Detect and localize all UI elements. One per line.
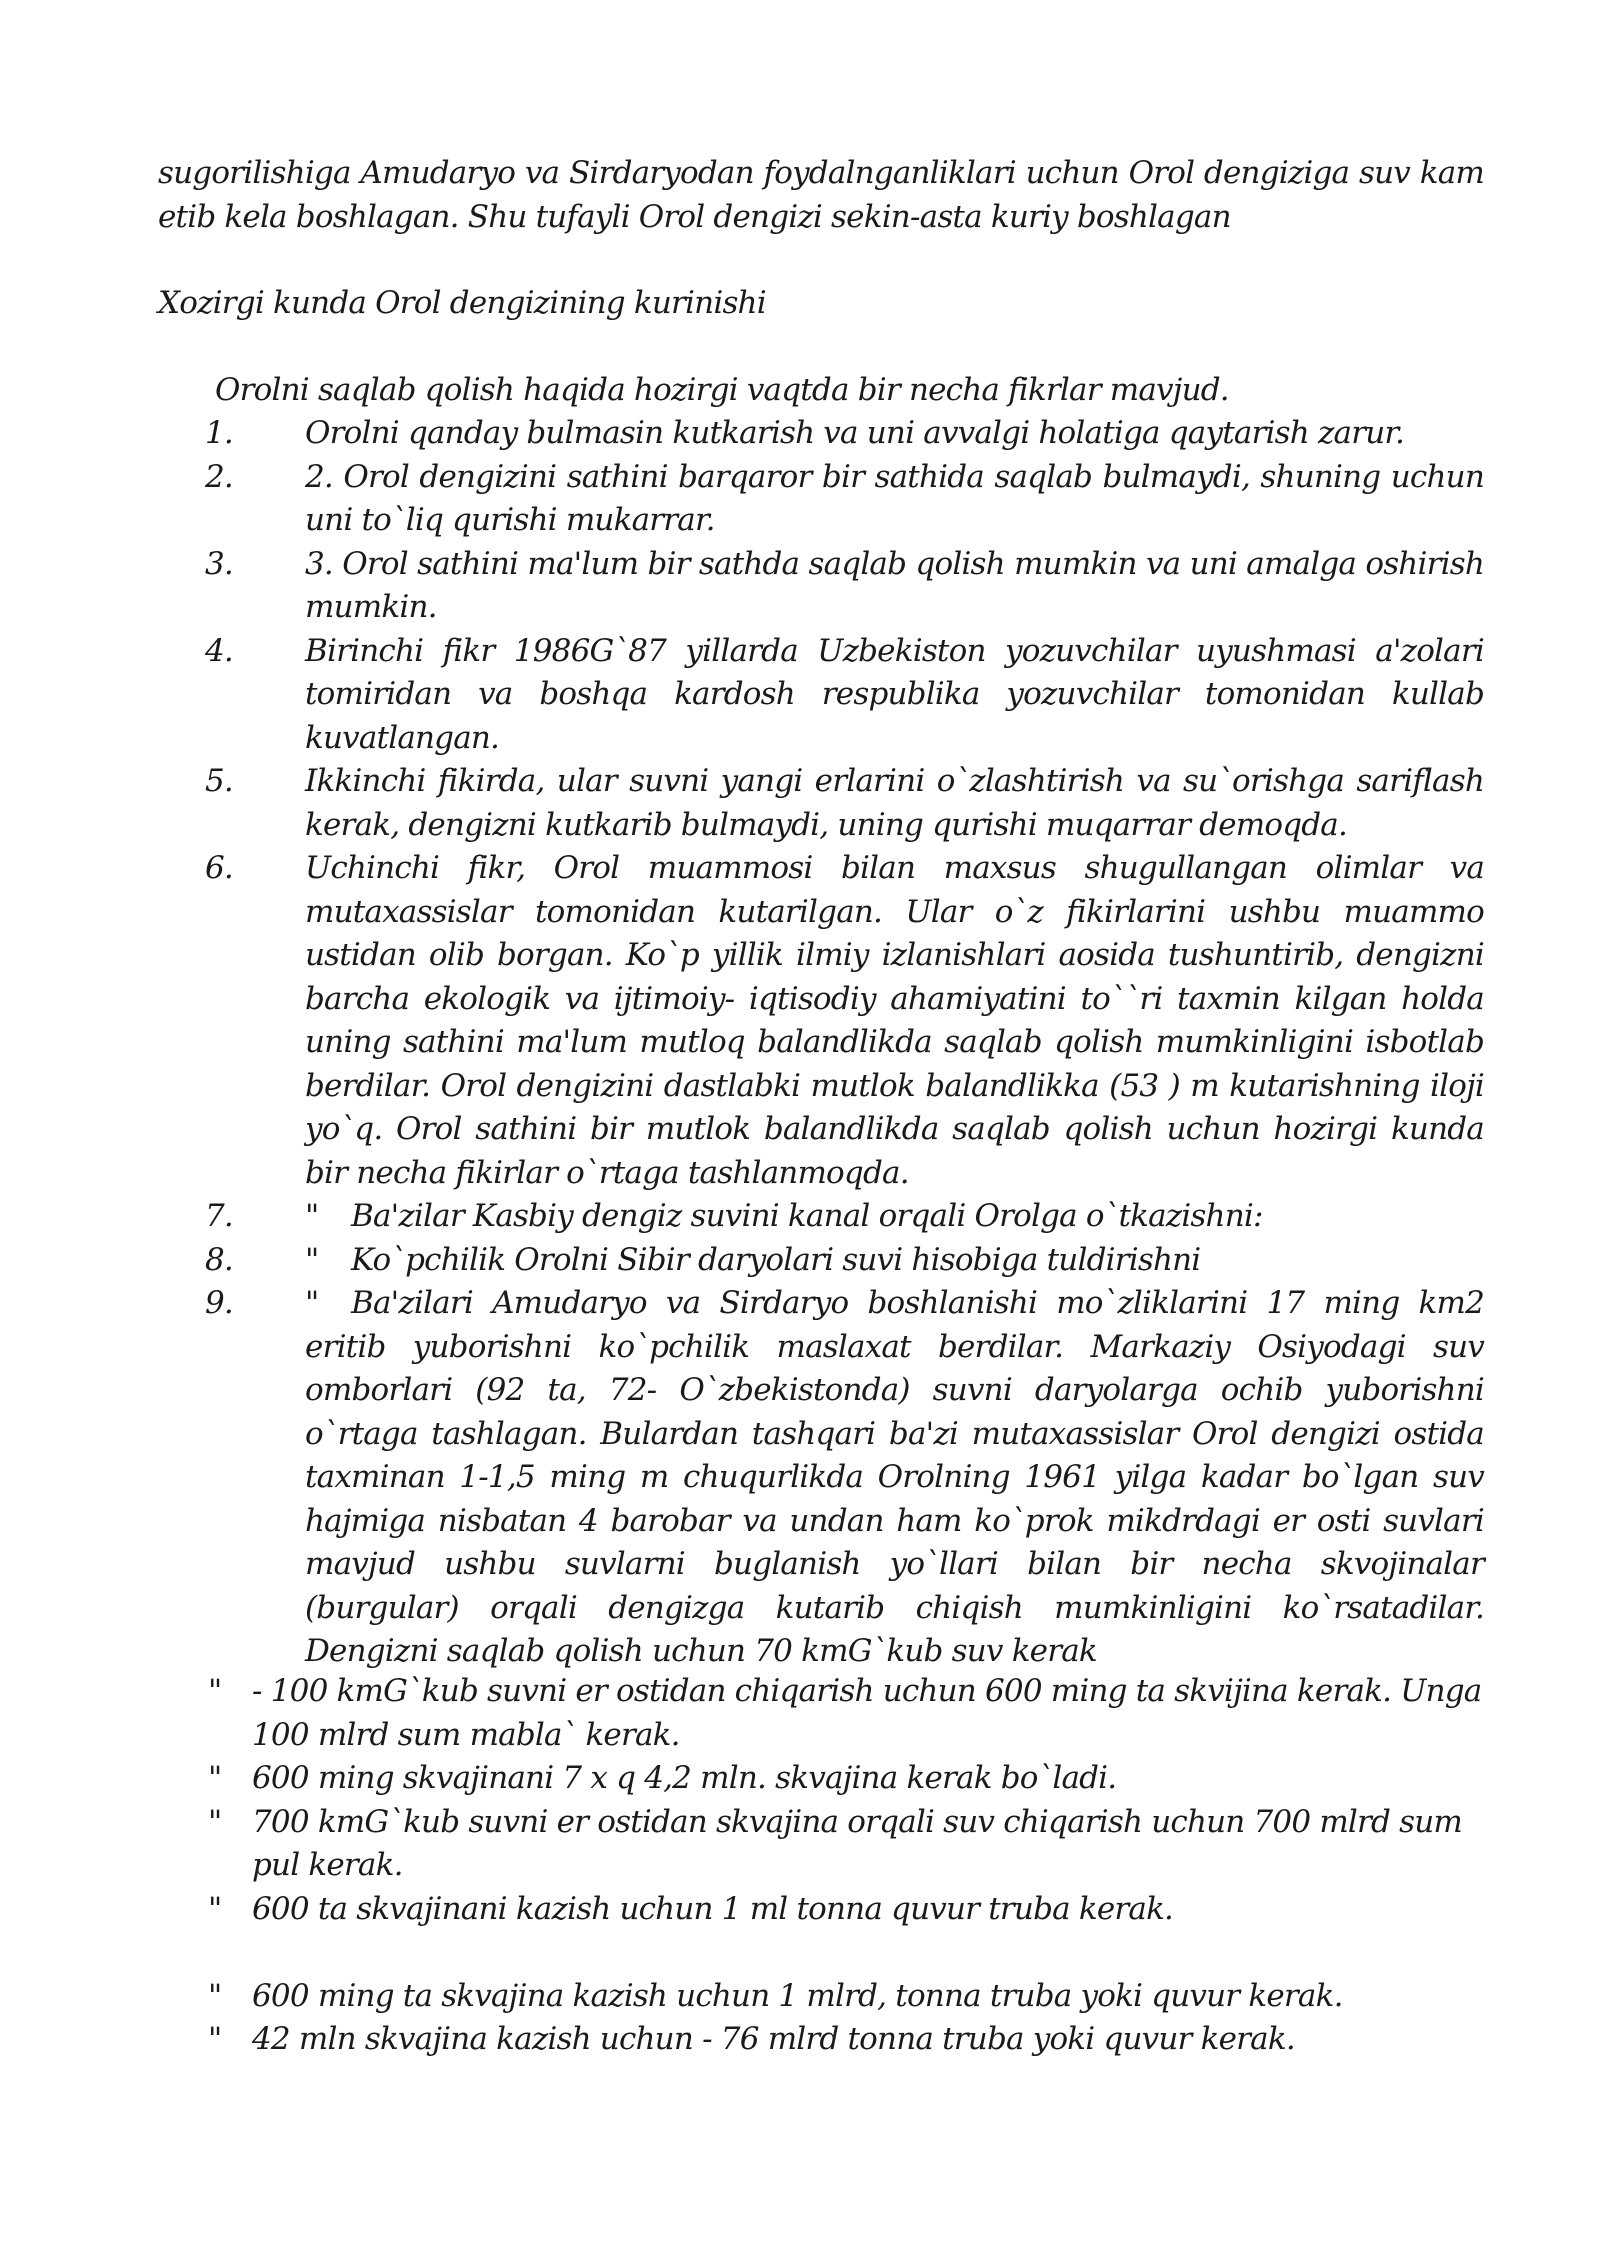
quote-mark: " (208, 2021, 222, 2057)
list-number: 7. (205, 1198, 233, 1234)
list-item-text: 2. Orol dengizini sathini barqaror bir sathida saqlab bulmaydi, shuning uchun uni to`liq qurishi mukarrar. (305, 458, 1484, 538)
quote-item-text: - 100 kmG`kub suvni er ostidan chiqarish uchun 600 ming ta skvijina kerak. Unga 100 mlrd sum mabla` kerak. (252, 1673, 1482, 1753)
quote-item (208, 1670, 1484, 1757)
quote-mark: " (305, 1241, 319, 1278)
quote-mark: " (208, 1803, 222, 1840)
list-item (205, 412, 1484, 456)
list-item (205, 1239, 1484, 1283)
list-number: 3. (205, 545, 233, 582)
quote-item (208, 2018, 1484, 2062)
quote-item-text: 700 kmG`kub suvni er ostidan skvajina orqali suv chiqarish uchun 700 mlrd sum pul kerak. (252, 1803, 1463, 1883)
list-item-body (305, 1195, 1484, 1239)
section-heading: Xozirgi kunda Orol dengizining kurinishi (158, 285, 766, 321)
list-item (205, 630, 1484, 761)
quote-item-text: 600 ming skvajinani 7 x q 4,2 mln. skvajina kerak bo`ladi. (252, 1760, 1117, 1796)
list-item-text: 3. Orol sathini ma'lum bir sathda saqlab qolish mumkin va uni amalga oshirish mumkin. (305, 545, 1484, 625)
list-item (205, 847, 1484, 1195)
list-item (205, 543, 1484, 630)
list-number: 9. (205, 1285, 233, 1321)
list-number: 1. (205, 415, 233, 451)
list-number: 8. (205, 1241, 233, 1278)
list-item (205, 1282, 1484, 1674)
list-item-text: Ko`pchilik Orolni Sibir daryolari suvi hisobiga tuldirishni (351, 1241, 1201, 1278)
list-item-body (305, 1239, 1484, 1283)
list-item (205, 456, 1484, 543)
list-number: 2. (205, 458, 233, 495)
quote-mark: " (208, 1890, 222, 1927)
list-item (205, 760, 1484, 847)
list-item-text: Orolni qanday bulmasin kutkarish va uni avvalgi holatiga qaytarish zarur. (305, 415, 1405, 451)
numbered-list (205, 412, 1484, 1674)
quote-list (208, 1670, 1484, 2062)
list-item (205, 1195, 1484, 1239)
quote-item-text: 600 ta skvajinani kazish uchun 1 ml tonna quvur truba kerak. (252, 1890, 1174, 1927)
quote-mark: " (208, 1977, 222, 2014)
list-number: 4. (205, 632, 233, 669)
list-item-text: Ba'zilari Amudaryo va Sirdaryo boshlanishi mo`zliklarini 17 ming km2 eritib yuborishni ko`pchilik maslaxat berdilar. Markaziy Osiyodagi suv omborlari (92 ta, 72- O`zbekistonda) suvni daryolarga ochib yuborishni o`rtaga tashlagan. Bulardan tashqari ba'zi mutaxassislar Orol dengizi ostida taxminan 1-1,5 ming m chuqurlikda Orolning 1961 yilga kadar bo`lgan suv hajmiga nisbatan 4 barobar va undan ham ko`prok mikdrdagi er osti suvlari mavjud ushbu suvlarni buglanish yo`llari bilan bir necha skvojinalar (burgular) orqali dengizga kutarib chiqish mumkinligini ko`rsatadilar. Dengizni saqlab qolish uchun 70 kmG`kub suv kerak (305, 1285, 1484, 1669)
quote-mark: " (305, 1285, 319, 1321)
list-item-text: Ba'zilar Kasbiy dengiz suvini kanal orqali Orolga o`tkazishni: (351, 1198, 1263, 1234)
paragraph-top: sugorilishiga Amudaryo va Sirdaryodan foydalnganliklari uchun Orol dengiziga suv kam etib kela boshlagan. Shu tufayli Orol dengizi sekin-asta kuriy boshlagan (158, 155, 1484, 235)
quote-item-text: 600 ming ta skvajina kazish uchun 1 mlrd, tonna truba yoki quvur kerak. (252, 1977, 1343, 2014)
quote-item-text: 42 mln skvajina kazish uchun - 76 mlrd tonna truba yoki quvur kerak. (252, 2021, 1295, 2057)
intro-paragraph: Orolni saqlab qolish haqida hozirgi vaqtda bir necha fikrlar mavjud. (215, 372, 1229, 408)
quote-item (208, 1757, 1484, 1801)
list-number: 5. (205, 763, 233, 799)
list-item-text: Ikkinchi fikirda, ular suvni yangi erlarini o`zlashtirish va su`orishga sariflash kerak, dengizni kutkarib bulmaydi, uning qurishi muqarrar demoqda. (305, 763, 1484, 843)
quote-mark: " (305, 1198, 319, 1234)
list-item-text: Birinchi fikr 1986G`87 yillarda Uzbekiston yozuvchilar uyushmasi a'zolari tomiridan va boshqa kardosh respublika yozuvchilar tomonidan kullab kuvatlangan. (305, 632, 1484, 756)
quote-item (208, 1888, 1484, 1932)
list-item-body (305, 1282, 1484, 1674)
quote-mark: " (208, 1760, 222, 1796)
list-number: 6. (205, 850, 233, 886)
quote-item (208, 1801, 1484, 1888)
list-item-text: Uchinchi fikr, Orol muammosi bilan maxsus shugullangan olimlar va mutaxassislar tomonidan kutarilgan. Ular o`z fikirlarini ushbu muammo ustidan olib borgan. Ko`p yillik ilmiy izlanishlari aosida tushuntirib, dengizni barcha ekologik va ijtimoiy- iqtisodiy ahamiyatini to``ri taxmin kilgan holda uning sathini ma'lum mutloq balandlikda saqlab qolish mumkinligini isbotlab berdilar. Orol dengizini dastlabki mutlok balandlikka (53 ) m kutarishning iloji yo`q. Orol sathini bir mutlok balandlikda saqlab qolish uchun hozirgi kunda bir necha fikirlar o`rtaga tashlanmoqda. (305, 850, 1484, 1191)
quote-mark: " (208, 1673, 222, 1709)
quote-item (208, 1975, 1484, 2019)
